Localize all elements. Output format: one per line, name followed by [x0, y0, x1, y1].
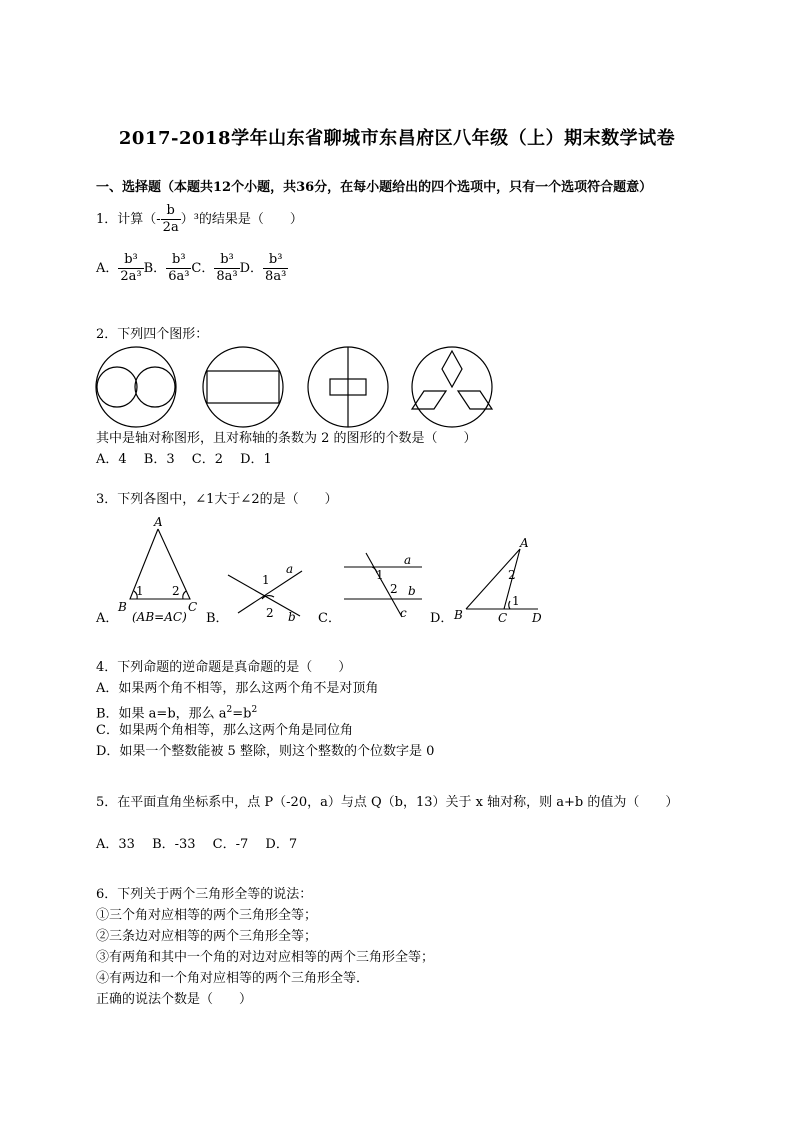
q1-opt-c-den: 8a³ — [216, 269, 238, 284]
q4b-text-1: B．如果 a=b，那么 a — [96, 706, 227, 722]
q3-label-c: C． — [318, 611, 341, 626]
q6-question: 正确的说法个数是（ ） — [96, 992, 253, 1007]
question-1 — [96, 203, 303, 236]
q1-opt-a-label: A． — [96, 261, 119, 276]
q1-opt-b-den: 6a³ — [168, 269, 190, 284]
q3-figure-a — [117, 515, 197, 624]
q2-figure-4-three-diamonds — [412, 347, 492, 427]
q4-stem: 4．下列命题的逆命题是真命题的是（ ） — [96, 660, 352, 675]
q1-options — [96, 252, 288, 285]
q3d-vertex-d: D — [532, 611, 542, 625]
q3d-angle-2: 2 — [508, 568, 516, 582]
q1-opt-d — [263, 252, 288, 285]
q1-opt-b-label: B． — [143, 261, 167, 276]
q2-figures — [90, 343, 500, 433]
q3-label-a: A． — [96, 611, 119, 626]
q3a-angle-1: 1 — [136, 584, 144, 598]
q3d-vertex-b: B — [454, 608, 463, 622]
q3c-angle-1: 1 — [376, 568, 384, 582]
q6-item-3: ③有两角和其中一个角的对边对应相等的两个三角形全等； — [96, 950, 435, 965]
q6-item-1: ①三个角对应相等的两个三角形全等； — [96, 908, 318, 923]
q3c-line-c: c — [400, 606, 407, 620]
q2-figure-2-rectangle — [203, 347, 283, 427]
q4b-sup-1: 2 — [226, 705, 233, 715]
q3b-angle-2: 2 — [266, 606, 274, 620]
q3-label-d: D． — [430, 611, 454, 626]
q6-stem: 6．下列关于两个三角形全等的说法： — [96, 887, 313, 902]
q6-item-4: ④有两边和一个角对应相等的两个三角形全等． — [96, 971, 370, 986]
q3b-angle-1: 1 — [262, 573, 270, 587]
q4-option-c: C．如果两个角相等，那么这两个角是同位角 — [96, 723, 353, 738]
q3a-vertex-a: A — [154, 515, 163, 529]
q3a-angle-2: 2 — [172, 584, 180, 598]
q3c-line-b: b — [408, 584, 416, 598]
q1-prefix: 1．计算（- — [96, 212, 161, 227]
q3a-vertex-b: B — [118, 600, 127, 614]
q1-fraction — [161, 203, 181, 236]
q3d-vertex-c: C — [498, 611, 508, 625]
q1-opt-d-label: D． — [239, 261, 264, 276]
q3d-vertex-a: A — [520, 536, 529, 550]
q1-opt-a — [118, 252, 143, 285]
q1-opt-b-num: b³ — [166, 252, 191, 269]
q3c-line-a: a — [404, 553, 412, 567]
q1-den: 2a — [162, 220, 179, 235]
q5-stem: 5．在平面直角坐标系中，点 P（-20，a）与点 Q（b，13）关于 x 轴对称，则 a+b 的值为（ ） — [96, 795, 679, 810]
q3-figure-c — [344, 553, 422, 620]
q1-opt-d-den: 8a³ — [265, 269, 287, 284]
q1-opt-c-num: b³ — [214, 252, 239, 269]
q3-figure-d — [453, 536, 542, 625]
q2-figure-3-bar — [308, 347, 388, 427]
q3-figure-b — [228, 562, 302, 624]
q5-options: A．33 B．-33 C．-7 D．7 — [96, 837, 298, 852]
section-heading: 一、选择题（本题共12个小题，共36分，在每小题给出的四个选项中，只有一个选项符合题意） — [96, 180, 653, 195]
q3-stem: 3．下列各图中，∠1大于∠2的是（ ） — [96, 492, 338, 507]
q2-figure-1-two-circles — [96, 347, 176, 427]
q1-num: b — [161, 203, 181, 220]
q3d-angle-1: 1 — [512, 594, 520, 608]
q1-opt-a-den: 2a³ — [120, 269, 142, 284]
q3b-line-b: b — [288, 610, 296, 624]
q3b-line-a: a — [286, 562, 294, 576]
q3a-note: (AB=AC) — [132, 610, 187, 624]
q3-label-b: B． — [206, 611, 229, 626]
q4-option-b — [96, 701, 257, 723]
q4-option-a: A．如果两个角不相等，那么这两个角不是对顶角 — [96, 681, 379, 696]
page-title: 2017-2018学年山东省聊城市东昌府区八年级（上）期末数学试卷 — [118, 128, 676, 149]
q4b-sup-2: 2 — [251, 705, 258, 715]
q4-option-d: D．如果一个整数能被 5 整除，则这个整数的个位数字是 0 — [96, 744, 435, 759]
q3a-vertex-c: C — [188, 600, 198, 614]
q1-opt-b — [166, 252, 191, 285]
q1-opt-c — [214, 252, 239, 285]
q2-question: 其中是轴对称图形，且对称轴的条数为 2 的图形的个数是（ ） — [96, 431, 477, 446]
q1-opt-a-num: b³ — [118, 252, 143, 269]
q1-opt-d-num: b³ — [263, 252, 288, 269]
q4b-text-2: =b — [232, 706, 252, 722]
q6-item-2: ②三条边对应相等的两个三角形全等； — [96, 929, 318, 944]
q3-figures — [110, 513, 560, 628]
q1-suffix: ）³的结果是（ ） — [180, 212, 303, 227]
q1-opt-c-label: C． — [191, 261, 215, 276]
q2-options: A．4 B．3 C．2 D．1 — [96, 452, 272, 467]
q3c-angle-2: 2 — [390, 582, 398, 596]
q2-stem: 2．下列四个图形： — [96, 327, 209, 342]
